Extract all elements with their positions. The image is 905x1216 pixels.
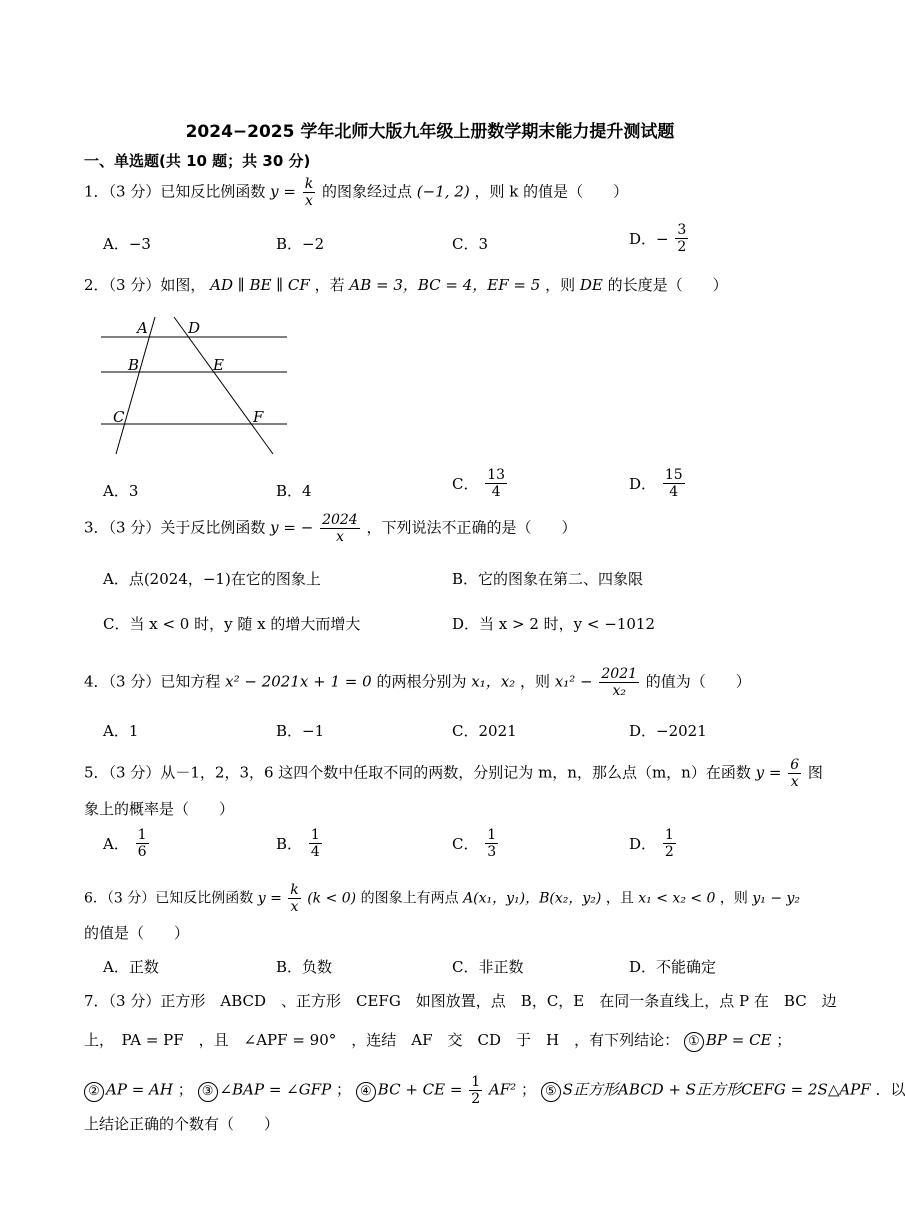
q6-fraction: $\frac{k}{x}$ xyxy=(290,882,299,915)
transversal-abc xyxy=(116,317,155,454)
q4-option-b[interactable]: B．−1 xyxy=(276,722,325,740)
conclusion-4: BC + CE = xyxy=(377,1080,463,1099)
question-1 xyxy=(84,176,628,209)
conclusion-4-marker: ④ xyxy=(356,1082,376,1102)
question-7-line2: 上， PA = PF ，且 ∠APF = 90° ，连结 AF 交 CD 于 H ，有下列结论： ① BP = CE ； xyxy=(84,1029,791,1052)
label-a: A xyxy=(137,319,148,337)
conclusion-1: BP = CE xyxy=(705,1031,772,1049)
q4-option-c[interactable]: C．2021 xyxy=(452,722,517,740)
q3-fraction: $\frac{2024}{x}$ xyxy=(322,512,358,545)
conclusion-1-marker: ① xyxy=(684,1032,704,1052)
conclusion-3: ∠BAP = ∠GFP xyxy=(219,1080,332,1099)
q1-fraction: $\frac{k}{x}$ xyxy=(304,176,314,209)
q1-equation: y = xyxy=(270,182,296,201)
q5-d-fraction: $\frac{1}{2}$ xyxy=(664,827,674,860)
conclusion-4-fraction: $\frac{1}{2}$ xyxy=(471,1074,481,1107)
q1-prefix: 1．（3 分）已知反比例函数 xyxy=(84,182,266,201)
q6-option-c[interactable]: C．非正数 xyxy=(452,958,524,976)
q4-equation: x² − 2021x + 1 = 0 xyxy=(225,672,372,691)
q3-option-a[interactable]: A．点(2024，−1)在它的图象上 xyxy=(103,570,321,588)
question-7-line4: 上结论正确的个数有（ ） xyxy=(84,1115,280,1133)
label-f: F xyxy=(253,408,264,426)
label-d: D xyxy=(188,319,201,337)
q6-option-a[interactable]: A．正数 xyxy=(103,958,159,976)
q1-option-c[interactable]: C．3 xyxy=(452,235,489,253)
q1-d-fraction: $\frac{3}{2}$ xyxy=(677,222,687,255)
question-6: 6．（3 分）已知反比例函数 y = $\frac{k}{x}$ (k < 0) 的图象上有两点 A(x₁，y₁)，B(x₂，y₂) ，且 x₁ < x₂ < 0 ，则 y₁ − y₂ xyxy=(84,882,801,915)
transversal-def xyxy=(174,317,273,454)
label-e: E xyxy=(213,356,224,374)
q5-option-c[interactable]: C． $\frac{1}{3}$ xyxy=(452,827,497,860)
q5-option-b[interactable]: B． $\frac{1}{4}$ xyxy=(276,827,320,860)
q5-option-a[interactable]: A． $\frac{1}{6}$ xyxy=(103,827,147,860)
q4-option-d[interactable]: D．−2021 xyxy=(629,722,707,740)
q1-option-a[interactable]: A．−3 xyxy=(103,235,151,253)
q2-option-a[interactable]: A．3 xyxy=(103,482,139,500)
q5-option-d[interactable]: D． $\frac{1}{2}$ xyxy=(629,827,674,860)
q2-c-fraction: $\frac{13}{4}$ xyxy=(487,467,506,500)
parallel-lines-figure xyxy=(95,312,295,457)
q1-option-d[interactable]: D．− $\frac{3}{2}$ xyxy=(629,222,687,255)
q4-fraction: $\frac{2021}{\text{x₂}}$ xyxy=(601,666,638,699)
q2-option-b[interactable]: B．4 xyxy=(276,482,312,500)
question-5: 5．（3 分）从－1，2，3，6 这四个数中任取不同的两数，分别记为 m，n，那么点（m，n）在函数 y = $\frac{6}{x}$ 图 xyxy=(84,757,823,790)
question-4: 4．（3 分）已知方程 x² − 2021x + 1 = 0 的两根分别为 x₁，x₂ ，则 x₁² − $\frac{2021}{\text{x₂}}$ 的值为（ ） xyxy=(84,666,751,699)
q2-condition: AD ∥ BE ∥ CF xyxy=(210,276,310,294)
conclusion-3-marker: ③ xyxy=(198,1082,218,1102)
q5-c-fraction: $\frac{1}{3}$ xyxy=(487,827,497,860)
q2-d-fraction: $\frac{15}{4}$ xyxy=(664,467,683,500)
question-6-line2: 的值是（ ） xyxy=(84,924,190,942)
q1-point: (−1, 2) xyxy=(416,182,470,201)
q4-option-a[interactable]: A．1 xyxy=(103,722,139,740)
question-2: 2．（3 分）如图， AD ∥ BE ∥ CF ，若 AB = 3，BC = 4，EF = 5 ，则 DE 的长度是（ ） xyxy=(84,276,728,294)
q3-option-d[interactable]: D．当 x > 2 时，y < −1012 xyxy=(452,615,655,633)
q1-post: ，则 k 的值是（ ） xyxy=(474,182,629,201)
q3-option-b[interactable]: B．它的图象在第二、四象限 xyxy=(452,570,644,588)
q2-values: AB = 3，BC = 4，EF = 5 xyxy=(349,276,541,294)
conclusion-2-marker: ② xyxy=(84,1082,104,1102)
q2-option-c[interactable]: C． $\frac{13}{4}$ xyxy=(452,467,506,500)
section-heading: 一、单选题(共 10 题；共 30 分) xyxy=(84,152,311,170)
q5-a-fraction: $\frac{1}{6}$ xyxy=(137,827,147,860)
q1-mid: 的图象经过点 xyxy=(322,182,413,201)
conclusion-5: S正方形ABCD + S正方形CEFG = 2S△APF xyxy=(562,1080,871,1099)
q5-b-fraction: $\frac{1}{4}$ xyxy=(310,827,320,860)
q6-option-d[interactable]: D．不能确定 xyxy=(629,958,717,976)
label-b: B xyxy=(128,356,140,374)
question-7-line1: 7．（3 分）正方形 ABCD 、正方形 CEFG 如图放置，点 B，C，E 在同一条直线上，点 P 在 BC 边 xyxy=(84,992,837,1010)
q3-option-c[interactable]: C．当 x < 0 时，y 随 x 的增大而增大 xyxy=(103,615,361,633)
page-title: 2024−2025 学年北师大版九年级上册数学期末能力提升测试题 xyxy=(185,122,675,142)
label-c: C xyxy=(113,408,125,426)
question-7-line3: ② AP = AH ； ③ ∠BAP = ∠GFP ； ④ BC + CE = $\frac{1}{2}$ AF² ； ⑤ S正方形ABCD + S正方形CEFG = 2S△APF ．以 xyxy=(84,1074,905,1107)
conclusion-2: AP = AH xyxy=(106,1080,173,1099)
q1-option-b[interactable]: B．−2 xyxy=(276,235,325,253)
q2-option-d[interactable]: D． $\frac{15}{4}$ xyxy=(629,467,683,500)
question-3: 3．（3 分）关于反比例函数 y = − $\frac{2024}{x}$ ，下列说法不正确的是（ ） xyxy=(84,512,577,545)
q6-option-b[interactable]: B．负数 xyxy=(276,958,333,976)
q5-fraction: $\frac{6}{x}$ xyxy=(790,757,800,790)
conclusion-5-marker: ⑤ xyxy=(541,1082,561,1102)
question-5-line2: 象上的概率是（ ） xyxy=(84,800,235,818)
